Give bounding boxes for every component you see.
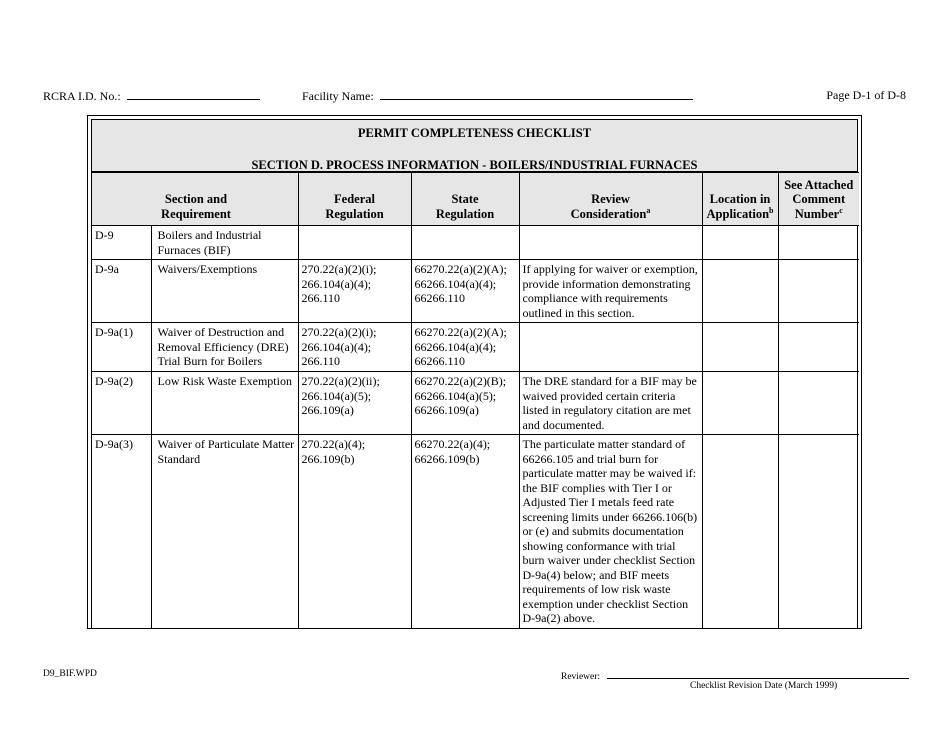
table-row: [92, 372, 859, 435]
row-federal: 270.22(a)(2)(ii); 266.104(a)(5); 266.109(a): [298, 372, 411, 435]
row-federal: 270.22(a)(4); 266.109(b): [298, 435, 411, 629]
rcra-id-field: [43, 88, 260, 104]
row-code: D-9a: [92, 260, 151, 323]
page-number: Page D-1 of D-8: [826, 88, 906, 102]
checklist-frame: [87, 115, 862, 629]
row-code: D-9: [92, 226, 151, 260]
row-requirement: Waivers/Exemptions: [151, 260, 298, 323]
reviewer-label: Reviewer:: [561, 672, 601, 682]
row-comment: [778, 372, 859, 435]
checklist-title: PERMIT COMPLETENESS CHECKLIST: [357, 126, 592, 140]
col-header-comment: See Attached Comment Number$^c$: [778, 173, 859, 226]
row-location: [702, 372, 778, 435]
row-code: D-9a(1): [92, 323, 151, 372]
row-comment: [778, 323, 859, 372]
row-review: [519, 226, 702, 260]
row-requirement: Boilers and Industrial Furnaces (BIF): [151, 226, 298, 260]
row-requirement: Waiver of Particulate Matter Standard: [151, 435, 298, 629]
row-comment: [778, 435, 859, 629]
row-review: [519, 323, 702, 372]
revision-date: Checklist Revision Date (March 1999): [690, 681, 838, 691]
section-title: SECTION D. PROCESS INFORMATION - BOILERS/INDUSTRIAL FURNACES: [251, 158, 698, 172]
col-header-location: Location in Application$^b$: [702, 173, 778, 226]
row-state: 66270.22(a)(2)(B); 66266.104(a)(5); 66266.109(a): [411, 372, 519, 435]
col-header-review: Review Consideration$^a$: [519, 173, 702, 226]
rcra-id-line: [127, 88, 260, 100]
row-review: The DRE standard for a BIF may be waived provided certain criteria listed in regulatory citation are met and documented.: [519, 372, 702, 435]
checklist-table: [92, 172, 859, 629]
table-row: [92, 226, 859, 260]
table-row: [92, 435, 859, 629]
row-comment: [778, 226, 859, 260]
row-location: [702, 435, 778, 629]
row-code: D-9a(2): [92, 372, 151, 435]
row-location: [702, 323, 778, 372]
row-state: 66270.22(a)(2)(A); 66266.104(a)(4); 66266.110: [411, 260, 519, 323]
row-location: [702, 226, 778, 260]
row-review: The particulate matter standard of 66266.105 and trial burn for particulate matter may be waived if: the BIF complies with Tier I or Adjusted Tier I metals feed rate screening limits under 66266.106(b) or (e) and submits documentation showing conformance with trial burn waiver under checklist Section D-9a(4) below; and BIF meets requirements of low risk waste exemption under checklist Section D-9a(2) above.: [519, 435, 702, 629]
file-name: D9_BIF.WPD: [43, 669, 97, 679]
row-comment: [778, 260, 859, 323]
checklist-inner-frame: [91, 119, 858, 628]
row-federal: [298, 226, 411, 260]
table-row: [92, 260, 859, 323]
facility-name-label: Facility Name:: [302, 89, 374, 103]
table-row: [92, 323, 859, 372]
facility-name-line: [380, 88, 693, 100]
row-requirement: Low Risk Waste Exemption: [151, 372, 298, 435]
row-location: [702, 260, 778, 323]
col-header-section: Section and Requirement: [92, 173, 298, 226]
col-header-state: State Regulation: [411, 173, 519, 226]
row-review: If applying for waiver or exemption, provide information demonstrating compliance with requirements outlined in this section.: [519, 260, 702, 323]
row-requirement: Waiver of Destruction and Removal Efficiency (DRE) Trial Burn for Boilers: [151, 323, 298, 372]
row-state: [411, 226, 519, 260]
reviewer-line: [607, 669, 909, 679]
rcra-id-label: RCRA I.D. No.:: [43, 89, 121, 103]
facility-name-field: [302, 88, 693, 104]
checklist-title-box: [92, 120, 857, 172]
table-header-row: [92, 173, 859, 226]
row-federal: 270.22(a)(2)(i); 266.104(a)(4); 266.110: [298, 323, 411, 372]
row-federal: 270.22(a)(2)(i); 266.104(a)(4); 266.110: [298, 260, 411, 323]
row-code: D-9a(3): [92, 435, 151, 629]
row-state: 66270.22(a)(2)(A); 66266.104(a)(4); 66266.110: [411, 323, 519, 372]
row-state: 66270.22(a)(4); 66266.109(b): [411, 435, 519, 629]
col-header-federal: Federal Regulation: [298, 173, 411, 226]
